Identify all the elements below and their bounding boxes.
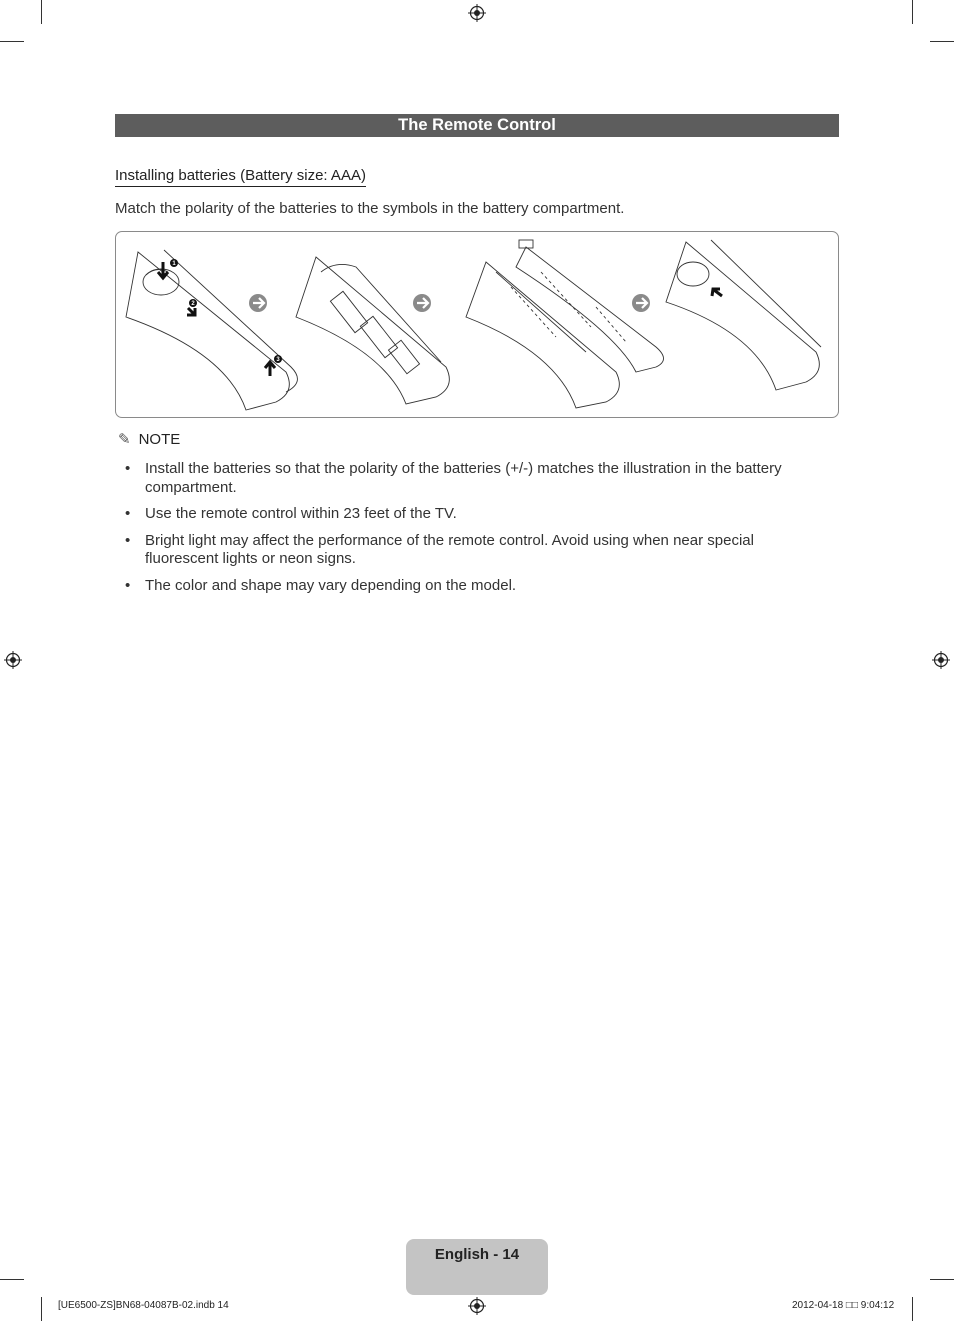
circle-arrow-right-icon	[632, 294, 650, 312]
intro-text: Match the polarity of the batteries to the symbols in the battery compartment.	[115, 200, 625, 217]
print-slug-file: [UE6500-ZS]BN68-04087B-02.indb 14	[58, 1300, 229, 1311]
note-text: Install the batteries so that the polarity of the batteries (+/-) matches the illustration in the battery compartment.	[145, 460, 782, 496]
remote-insert-batteries-illustration	[466, 240, 664, 408]
crop-mark	[930, 1279, 954, 1280]
note-text: The color and shape may vary depending on the model.	[145, 576, 517, 594]
step-marker-2: 2	[191, 301, 195, 307]
step-marker-3: 3	[276, 357, 280, 363]
registration-mark-icon	[4, 651, 22, 669]
crop-mark	[41, 0, 42, 24]
note-text: Bright light may affect the performance of the remote control. Avoid using when near special fluorescent lights or neon signs.	[145, 531, 754, 567]
list-item: • The color and shape may vary depending on the model.	[125, 576, 517, 594]
page-number-tab	[406, 1239, 548, 1295]
remote-closed-illustration	[666, 240, 821, 390]
registration-mark-icon	[468, 1297, 486, 1315]
registration-mark-icon	[932, 651, 950, 669]
remote-open-compartment-illustration	[296, 257, 449, 404]
crop-mark	[41, 1297, 42, 1321]
note-heading-label: NOTE	[138, 430, 181, 448]
crop-mark	[912, 0, 913, 24]
print-slug-datetime: 2012-04-18 □□ 9:04:12	[792, 1300, 895, 1311]
section-title-bar	[115, 114, 839, 137]
section-title: The Remote Control	[398, 116, 556, 134]
note-text: Use the remote control within 23 feet of the TV.	[145, 505, 457, 522]
list-item: • Use the remote control within 23 feet of the TV.	[125, 505, 457, 522]
list-item: • Install the batteries so that the polarity of the batteries (+/-) matches the illustration in the battery compartment.	[125, 460, 782, 496]
crop-mark	[912, 1297, 913, 1321]
circle-arrow-right-icon	[413, 294, 431, 312]
note-heading	[118, 430, 180, 448]
pencil-note-icon: ✎	[118, 431, 131, 448]
notes-list	[115, 460, 815, 603]
registration-mark-icon	[468, 4, 486, 22]
subheading: Installing batteries (Battery size: AAA)	[115, 167, 366, 187]
remote-back-cover-illustration	[126, 250, 297, 410]
battery-install-diagram	[116, 232, 838, 417]
crop-mark	[0, 41, 24, 42]
crop-mark	[930, 41, 954, 42]
list-item: • Bright light may affect the performance of the remote control. Avoid using when near special fluorescent lights or neon signs.	[125, 531, 754, 567]
battery-install-illustration	[115, 231, 839, 418]
page-number-label: English - 14	[434, 1246, 520, 1263]
step-marker-1: 1	[172, 261, 176, 267]
crop-mark	[0, 1279, 24, 1280]
circle-arrow-right-icon	[249, 294, 267, 312]
